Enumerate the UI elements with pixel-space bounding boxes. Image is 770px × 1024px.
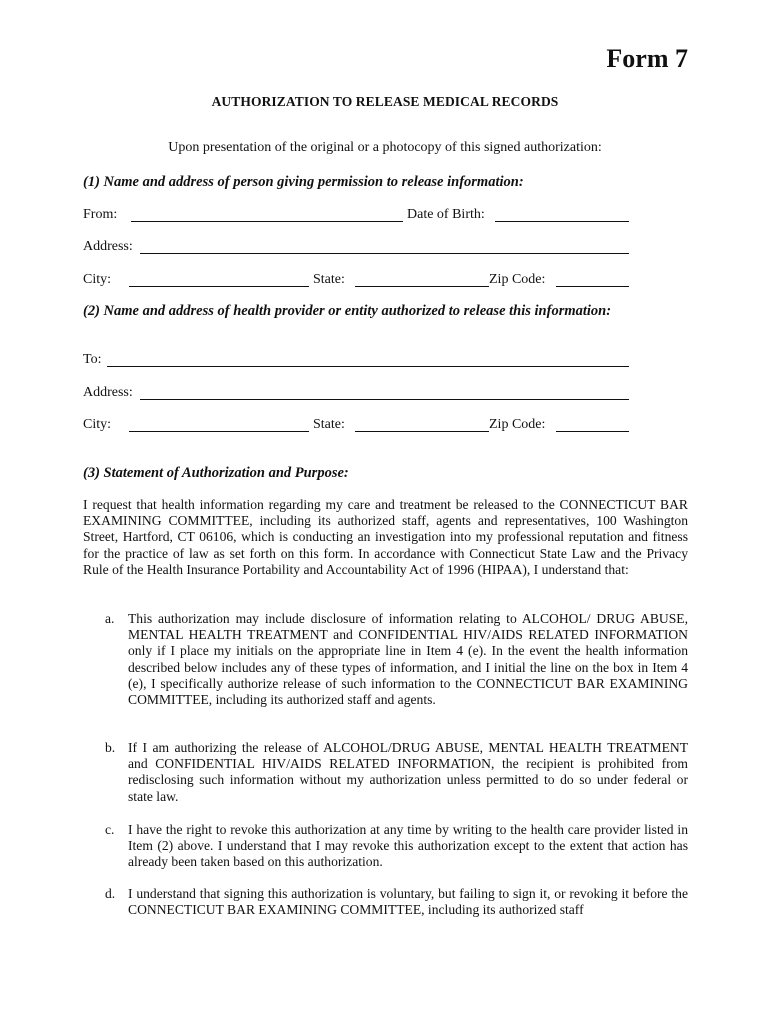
from-field[interactable] (131, 221, 403, 222)
from-label: From: (83, 207, 118, 222)
list-item-text: I understand that signing this authorization is voluntary, but failing to sign it, or revoking it before the CONNECTICUT BAR EXAMINING COMMITTEE, including its authorized staff (128, 886, 688, 918)
to-field[interactable] (107, 366, 629, 367)
address-field-1[interactable] (140, 253, 629, 254)
zip-label-1: Zip Code: (489, 272, 546, 287)
list-item-text: I have the right to revoke this authorization at any time by writing to the health care provider listed in Item (2) above. I understand that I may revoke this authorization except to the extent that action has already been taken based on this authorization. (128, 822, 688, 870)
section3-heading: (3) Statement of Authorization and Purpose: (83, 465, 349, 481)
section1-heading: (1) Name and address of person giving permission to release information: (83, 174, 524, 190)
city-label-2: City: (83, 417, 112, 432)
zip-label-2: Zip Code: (489, 417, 546, 432)
state-field-2[interactable] (355, 431, 489, 432)
authorization-statement: I request that health information regarding my care and treatment be released to the CONNECTICUT BAR EXAMINING COMMITTEE, including its authorized staff, agents and representatives, 100 Washington Street, Hartford, CT 06106, which is conducting an investigation into my professional reputation and fitness for the practice of law as set forth on this form. In accordance with Connecticut State Law and the Privacy Rule of the Health Insurance Portability and Accountability Act of 1996 (HIPAA), I understand that: (83, 497, 688, 577)
city-field-2[interactable] (129, 431, 309, 432)
section2-heading: (2) Name and address of health provider or entity authorized to release this information: (83, 303, 612, 319)
state-label-1: State: (313, 272, 345, 287)
address-row-1 (83, 239, 629, 257)
dob-field[interactable] (495, 221, 629, 222)
list-item-marker: c. (105, 822, 115, 837)
list-item-text: This authorization may include disclosure of information relating to ALCOHOL/ DRUG ABUSE, MENTAL HEALTH TREATMENT and CONFIDENTIAL HIV/AIDS RELATED INFORMATION only if I place my initials on the appropriate line in Item 4 (e). In the event the health information described below includes any of these types of information, and I initial the line on the box in Item 4 (e), I specifically authorize release of such information to the CONNECTICUT BAR EXAMINING COMMITTEE, including its authorized staff and agents. (128, 611, 688, 708)
address-label-2: Address: (83, 385, 133, 400)
city-row-2 (83, 417, 629, 435)
list-item-text: If I am authorizing the release of ALCOHOL/DRUG ABUSE, MENTAL HEALTH TREATMENT and CONFIDENTIAL HIV/AIDS RELATED INFORMATION, the recipient is prohibited from redisclosing such information without my authorization unless permitted to do so under federal or state law. (128, 740, 688, 804)
from-row (83, 207, 629, 225)
dob-label: Date of Birth: (407, 207, 485, 222)
to-label: To: (83, 352, 102, 367)
intro-text: Upon presentation of the original or a photocopy of this signed authorization: (168, 140, 602, 155)
city-field-1[interactable] (129, 286, 309, 287)
state-label-2: State: (313, 417, 345, 432)
address-label-1: Address: (83, 239, 133, 254)
list-item-marker: d. (105, 886, 116, 901)
city-row-1 (83, 272, 629, 290)
city-label-1: City: (83, 272, 112, 287)
zip-field-1[interactable] (556, 286, 629, 287)
list-item-marker: a. (105, 611, 115, 626)
form-title: AUTHORIZATION TO RELEASE MEDICAL RECORDS (211, 94, 559, 109)
address-row-2 (83, 385, 629, 403)
form-number: Form 7 (606, 44, 688, 73)
state-field-1[interactable] (355, 286, 489, 287)
to-row (83, 352, 629, 370)
zip-field-2[interactable] (556, 431, 629, 432)
address-field-2[interactable] (140, 399, 629, 400)
list-item-marker: b. (105, 740, 116, 755)
